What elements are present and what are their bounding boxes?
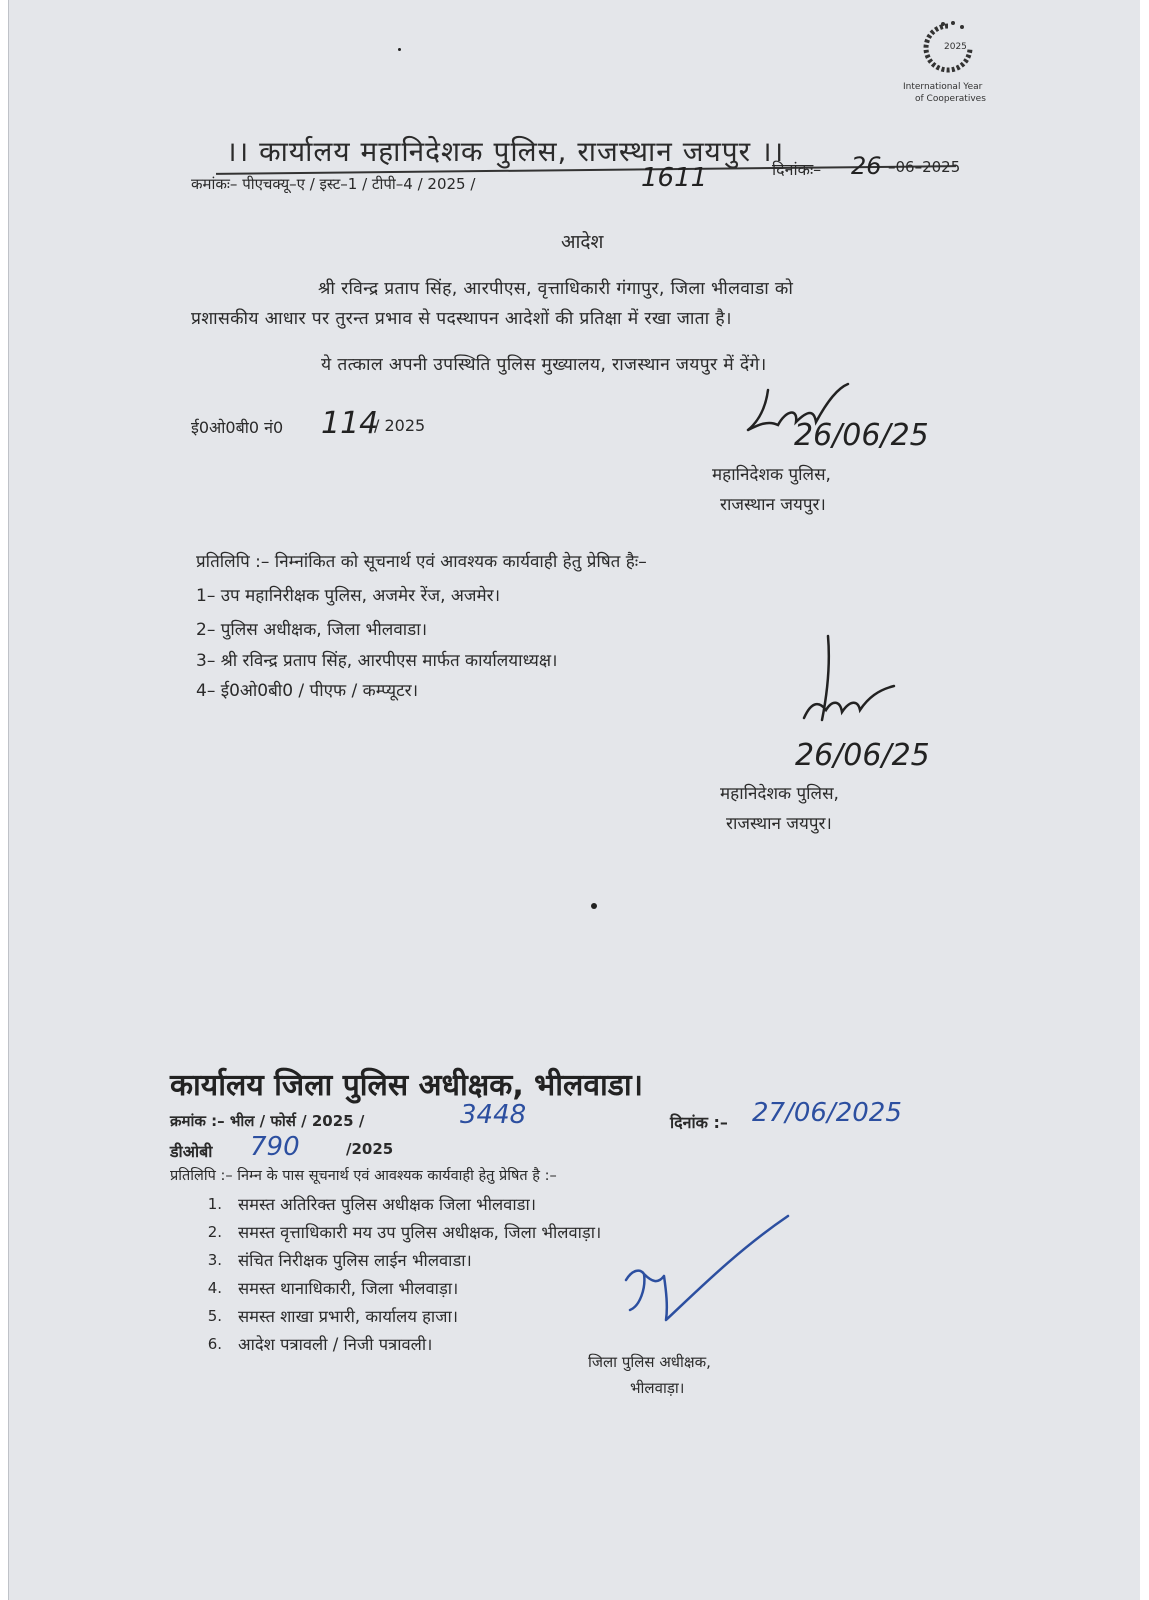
- scan-speck: [591, 903, 597, 909]
- endorsement-item: संचित निरीक्षक पुलिस लाईन भीलवाडा।: [238, 1251, 472, 1270]
- signature-3-icon: [618, 1210, 808, 1340]
- endorsement-item-number: 3.: [207, 1251, 222, 1269]
- endorsement-item-number: 1.: [207, 1195, 222, 1213]
- copy-to-item-3: 3– श्री रविन्द्र प्रताप सिंह, आरपीएस मार्फत कार्यालयाध्यक्ष।: [196, 651, 558, 671]
- endorsement-item: आदेश पत्रावली / निजी पत्रावली।: [238, 1335, 433, 1354]
- signatory-3-location: भीलवाड़ा।: [630, 1379, 685, 1397]
- scan-speck: [398, 48, 401, 51]
- copy-to-item-2: 2– पुलिस अधीक्षक, जिला भीलवाडा।: [196, 620, 428, 640]
- copy-to-item-1: 1– उप महानिरीक्षक पुलिस, अजमेर रेंज, अजमेर।: [196, 586, 501, 606]
- reference-number-handwritten: 1611: [641, 163, 708, 193]
- signatory-1-location: राजस्थान जयपुर।: [720, 495, 826, 515]
- endorsement-item: समस्त थानाधिकारी, जिला भीलवाड़ा।: [238, 1279, 459, 1298]
- endorsement-item-number: 2.: [207, 1223, 222, 1241]
- scanned-document: [8, 0, 1140, 1600]
- endorsement-item-number: 5.: [207, 1307, 222, 1325]
- endorsement-reference-handwritten: 3448: [460, 1100, 527, 1130]
- endorsement-item: समस्त वृत्ताधिकारी मय उप पुलिस अधीक्षक, जिला भीलवाड़ा।: [238, 1223, 602, 1242]
- order-paragraph1-line2: प्रशासकीय आधार पर तुरन्त प्रभाव से पदस्थापन आदेशों की प्रतिक्षा में रखा जाता है।: [191, 309, 732, 329]
- cooperatives-logo-icon: [913, 18, 983, 88]
- scan-edge: [8, 0, 9, 1600]
- logo-year: 2025: [944, 42, 967, 52]
- reference-number-label: कमांकः– पीएचक्यू–ए / इस्ट–1 / टीपी–4 / 2025 /: [191, 175, 476, 193]
- dob-number-handwritten: 790: [250, 1132, 300, 1162]
- date-day-handwritten: 26: [851, 152, 882, 180]
- signature-2-date: 26/06/25: [795, 738, 930, 773]
- endorsement-item: समस्त शाखा प्रभारी, कार्यालय हाजा।: [238, 1307, 458, 1326]
- endorsement-office-title: कार्यालय जिला पुलिस अधीक्षक, भीलवाडा।: [170, 1068, 643, 1103]
- endorsement-item-number: 4.: [207, 1279, 222, 1297]
- copy-to-item-4: 4– ई0ओ0बी0 / पीएफ / कम्प्यूटर।: [196, 681, 419, 701]
- office-title: ।। कार्यालय महानिदेशक पुलिस, राजस्थान जयपुर ।।: [226, 135, 785, 168]
- signatory-2-designation: महानिदेशक पुलिस,: [720, 784, 839, 804]
- signatory-1-designation: महानिदेशक पुलिस,: [712, 465, 831, 485]
- signature-2-icon: [798, 630, 908, 740]
- eob-year: / 2025: [374, 416, 426, 435]
- eob-number-handwritten: 114: [321, 406, 379, 441]
- endorsement-copy-heading: प्रतिलिपि :– निम्न के पास सूचनार्थ एवं आवश्यक कार्यवाही हेतु प्रेषित है :–: [170, 1168, 557, 1184]
- date-rest: –06–2025: [888, 158, 961, 176]
- signatory-2-location: राजस्थान जयपुर।: [726, 814, 832, 834]
- dob-year: /2025: [346, 1140, 394, 1158]
- order-paragraph2: ये तत्काल अपनी उपस्थिति पुलिस मुख्यालय, राजस्थान जयपुर में देंगे।: [321, 355, 767, 375]
- endorsement-item-number: 6.: [207, 1335, 222, 1353]
- eob-number-label: ई0ओ0बी0 नं0: [191, 418, 284, 437]
- logo-caption-line1: International Year: [903, 82, 983, 92]
- order-paragraph1-line1: श्री रविन्द्र प्रताप सिंह, आरपीएस, वृत्ताधिकारी गंगापुर, जिला भीलवाडा को: [318, 279, 794, 299]
- logo-caption-line2: of Cooperatives: [915, 94, 986, 104]
- endorsement-date-label: दिनांक :–: [670, 1113, 728, 1132]
- signatory-3-designation: जिला पुलिस अधीक्षक,: [588, 1353, 711, 1371]
- signature-1-date: 26/06/25: [794, 418, 929, 453]
- endorsement-reference-label: क्रमांक :– भील / फोर्स / 2025 /: [170, 1112, 365, 1130]
- date-label: दिनांकः–: [772, 160, 822, 179]
- endorsement-date-handwritten: 27/06/2025: [752, 1098, 902, 1128]
- endorsement-item: समस्त अतिरिक्त पुलिस अधीक्षक जिला भीलवाडा।: [238, 1195, 536, 1214]
- order-heading: आदेश: [561, 231, 604, 253]
- dob-label: डीओबी: [170, 1142, 213, 1161]
- copy-to-heading: प्रतिलिपि :– निम्नांकित को सूचनार्थ एवं आवश्यक कार्यवाही हेतु प्रेषित हैः–: [196, 552, 647, 572]
